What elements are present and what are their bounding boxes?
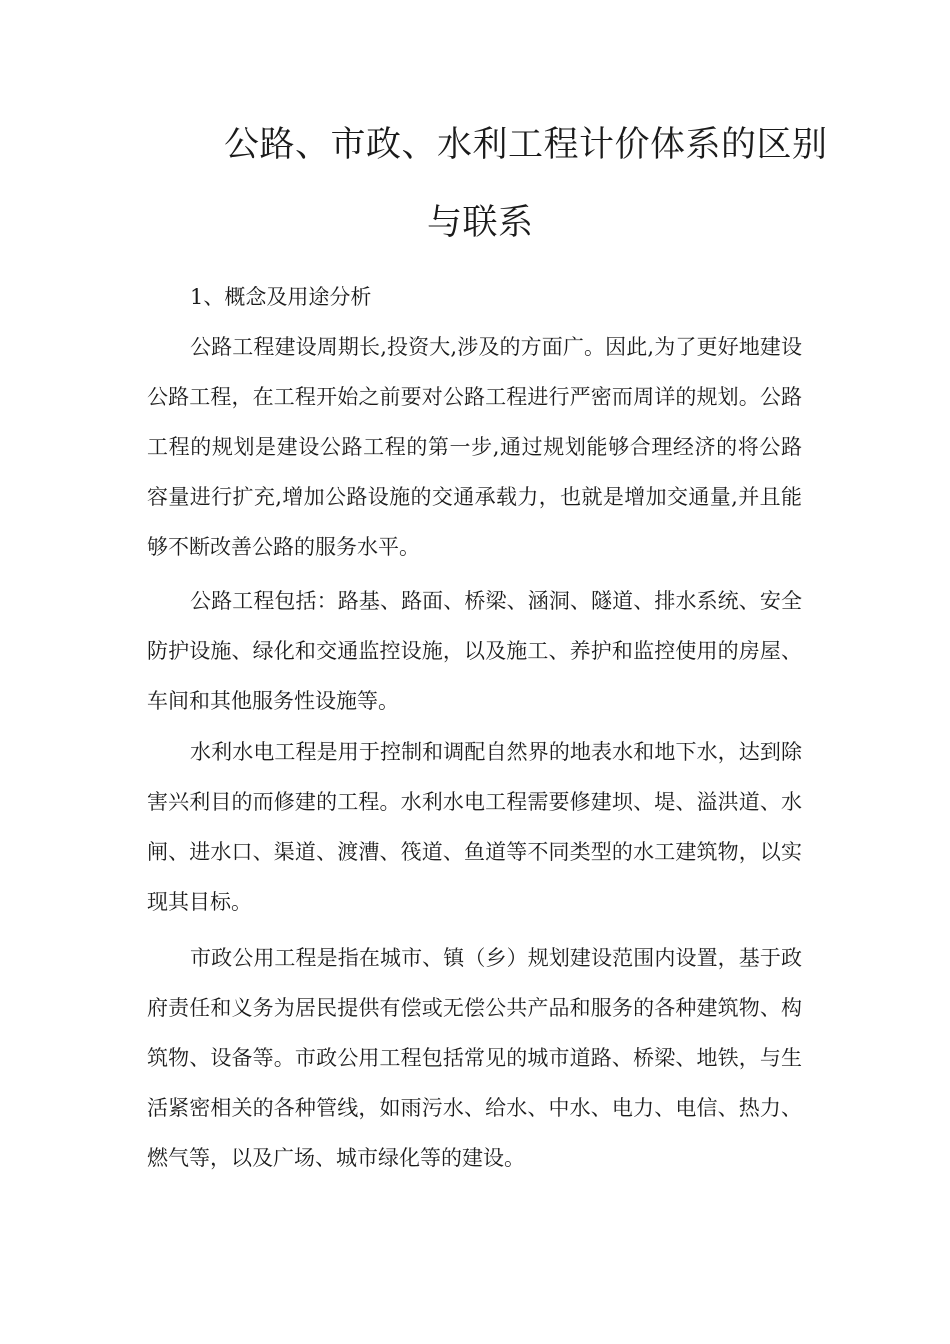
paragraph-water-conservancy: 水利水电工程是用于控制和调配自然界的地表水和地下水，达到除害兴利目的而修建的工程。水利水电工程需要修建坝、堤、溢洪道、水闸、进水口、渠道、渡漕、筏道、鱼道等不同类型的水工建筑物，以实现其目标。 <box>147 740 802 914</box>
paragraph-highway-scope: 公路工程包括：路基、路面、桥梁、涵洞、隧道、排水系统、安全防护设施、绿化和交通监控设施，以及施工、养护和监控使用的房屋、车间和其他服务性设施等。 <box>147 589 802 713</box>
paragraph-municipal-works: 市政公用工程是指在城市、镇（乡）规划建设范围内设置，基于政府责任和义务为居民提供有偿或无偿公共产品和服务的各种建筑物、构筑物、设备等。市政公用工程包括常见的城市道路、桥梁、地铁，与生活紧密相关的各种管线，如雨污水、给水、中水、电力、电信、热力、燃气等，以及广场、城市绿化等的建设。 <box>147 946 802 1170</box>
paragraph-highway-planning: 公路工程建设周期长,投资大,涉及的方面广。因此,为了更好地建设公路工程，在工程开始之前要对公路工程进行严密而周详的规划。公路工程的规划是建设公路工程的第一步,通过规划能够合理经济的将公路容量进行扩充,增加公路设施的交通承载力，也就是增加交通量,并且能够不断改善公路的服务水平。 <box>147 335 802 559</box>
document-title-line-1: 公路、市政、水利工程计价体系的区别 <box>224 125 828 165</box>
document-title-line-2: 与联系 <box>427 203 534 243</box>
section-heading: 1、概念及用途分析 <box>190 285 372 309</box>
